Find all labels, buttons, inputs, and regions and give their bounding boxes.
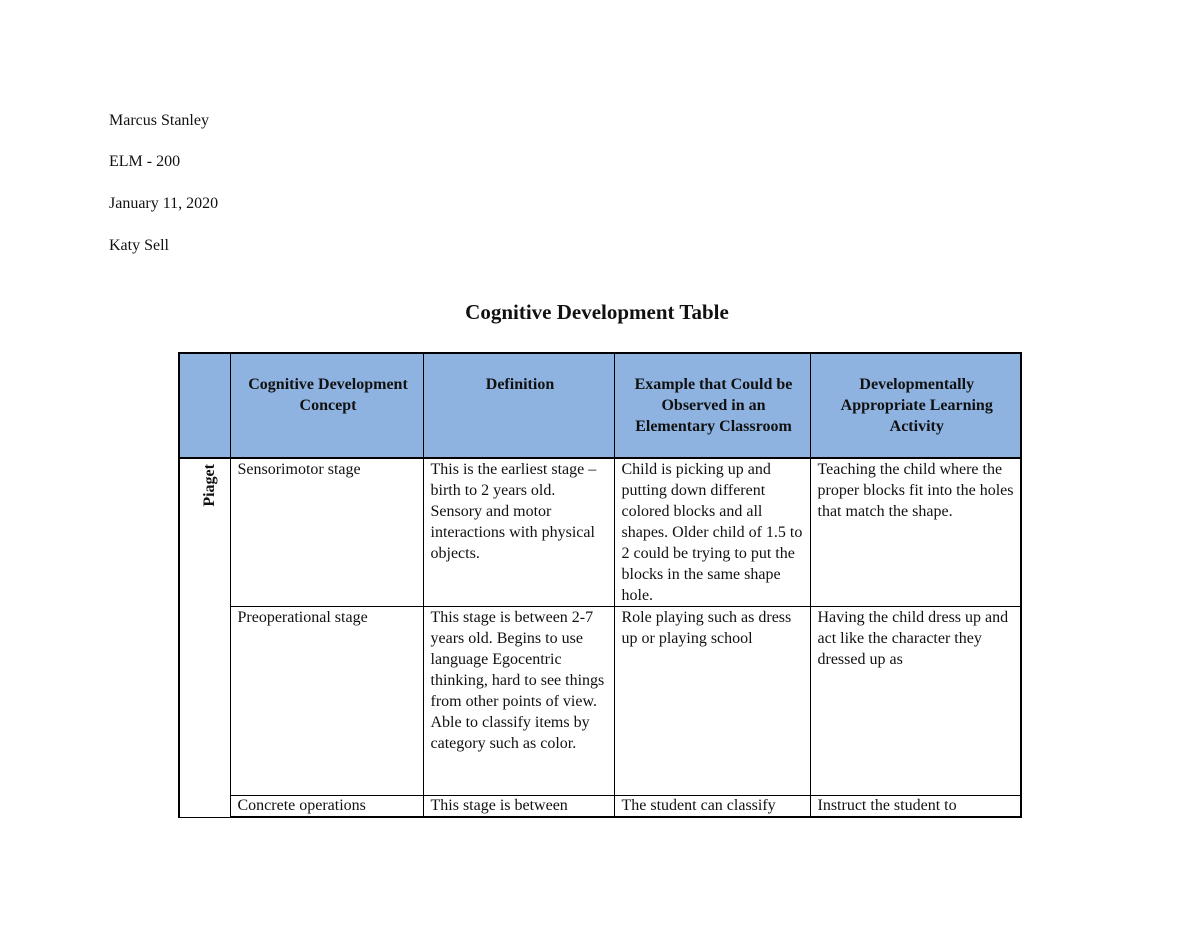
definition-cell: This stage is between — [423, 796, 614, 818]
table-row — [179, 458, 1021, 607]
concept-cell: Sensorimotor stage — [230, 458, 423, 607]
activity-cell: Having the child dress up and act like the character they dressed up as — [810, 607, 1021, 796]
example-cell: Child is picking up and putting down different colored blocks and all shapes. Older child of 1.5 to 2 could be trying to put the blocks in the same shape hole. — [614, 458, 810, 607]
column-header-concept: Cognitive Development Concept — [230, 353, 423, 458]
activity-cell: Instruct the student to — [810, 796, 1021, 818]
concept-cell: Concrete operations — [230, 796, 423, 818]
column-header-definition: Definition — [423, 353, 614, 458]
table-row — [179, 796, 1021, 818]
course-code: ELM - 200 — [109, 153, 181, 170]
document-date: January 11, 2020 — [109, 195, 219, 212]
definition-cell: This is the earliest stage – birth to 2 years old. Sensory and motor interactions with physical objects. — [423, 458, 614, 607]
theorist-label: Piaget — [201, 464, 218, 507]
example-cell: Role playing such as dress up or playing school — [614, 607, 810, 796]
example-cell: The student can classify — [614, 796, 810, 818]
table-row — [179, 607, 1021, 796]
table-header-row — [179, 353, 1021, 458]
cognitive-development-table — [178, 352, 1022, 818]
author-name: Marcus Stanley — [109, 112, 209, 129]
column-header-example: Example that Could be Observed in an Elementary Classroom — [614, 353, 810, 458]
definition-cell: This stage is between 2-7 years old. Begins to use language Egocentric thinking, hard to see things from other points of view. Able to classify items by category such as color. — [423, 607, 614, 796]
header-corner-cell — [179, 353, 230, 458]
instructor-name: Katy Sell — [109, 237, 169, 254]
theorist-cell — [179, 458, 230, 817]
concept-cell: Preoperational stage — [230, 607, 423, 796]
activity-cell: Teaching the child where the proper blocks fit into the holes that match the shape. — [810, 458, 1021, 607]
column-header-activity: Developmentally Appropriate Learning Activity — [810, 353, 1021, 458]
page-title: Cognitive Development Table — [465, 300, 729, 324]
